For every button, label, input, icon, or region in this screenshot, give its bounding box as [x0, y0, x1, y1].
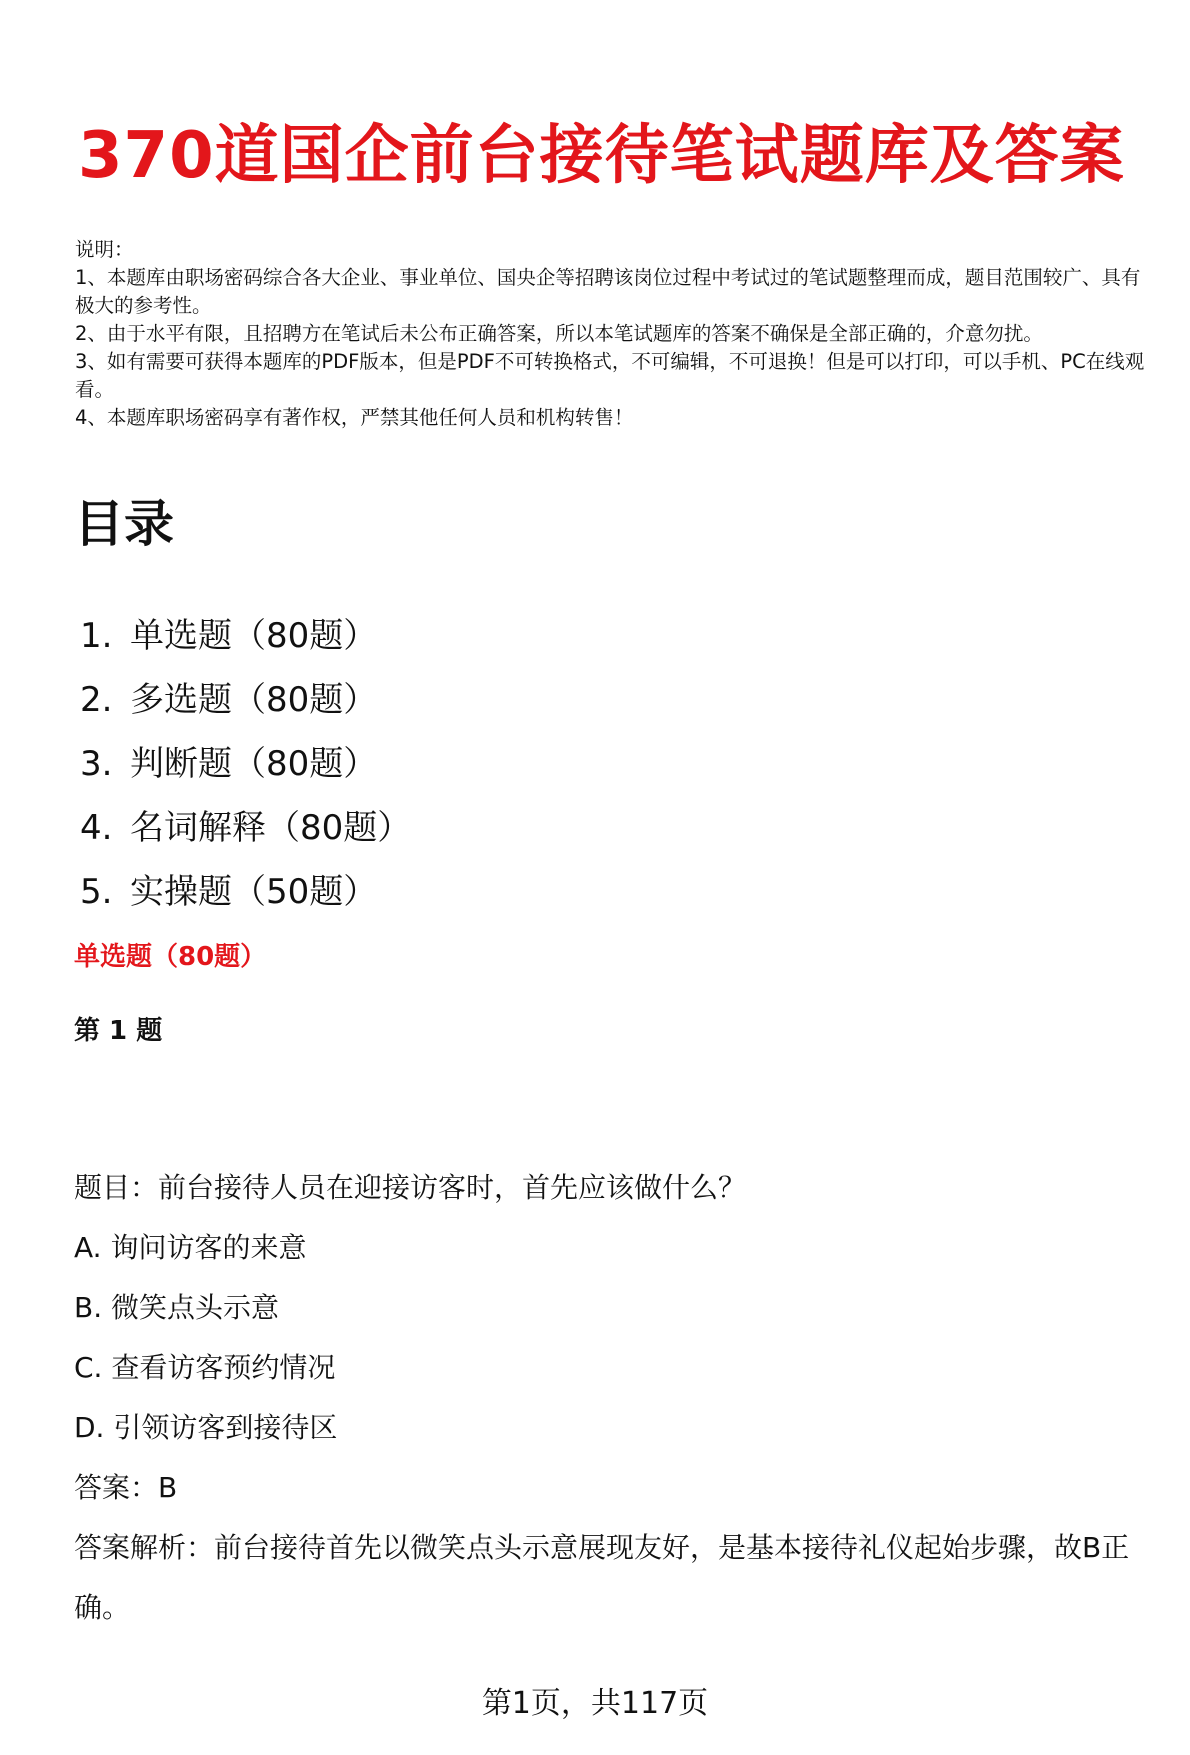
toc-item-number: 4.	[80, 808, 113, 848]
question-option: A. 询问访客的来意	[74, 1231, 307, 1264]
toc-item-number: 2.	[80, 680, 113, 720]
toc-item[interactable]	[80, 796, 411, 860]
note-item: 1、本题库由职场密码综合各大企业、事业单位、国央企等招聘该岗位过程中考试过的笔试题整理而成，题目范围较广、具有极大的参考性。	[75, 266, 1141, 317]
toc-item-number: 5.	[80, 872, 113, 912]
question-answer: 答案：B	[74, 1471, 178, 1504]
section-heading: 单选题（80题）	[74, 942, 267, 972]
question-block	[74, 1158, 1159, 1638]
toc-item[interactable]	[80, 604, 411, 668]
toc-item-label: 实操题（50题）	[130, 872, 378, 912]
toc-item-number: 3.	[80, 744, 113, 784]
document-title: 370道国企前台接待笔试题库及答案	[78, 119, 1125, 193]
toc-item-label: 单选题（80题）	[130, 616, 378, 656]
note-item: 3、如有需要可获得本题库的PDF版本，但是PDF不可转换格式，不可编辑，不可退换！但是可以打印，可以手机、PC在线观看。	[75, 350, 1145, 401]
question-number: 第 1 题	[74, 1016, 163, 1046]
toc-item-label: 判断题（80题）	[130, 744, 378, 784]
toc-item-number: 1.	[80, 616, 113, 656]
question-stem: 题目：前台接待人员在迎接访客时，首先应该做什么？	[74, 1171, 747, 1204]
toc-item-label: 多选题（80题）	[130, 680, 378, 720]
notes-heading: 说明：	[75, 238, 134, 261]
notes-section	[75, 236, 1155, 432]
question-option: C. 查看访客预约情况	[74, 1351, 336, 1384]
toc-item[interactable]	[80, 732, 411, 796]
toc-item[interactable]	[80, 860, 411, 924]
note-item: 4、本题库职场密码享有著作权，严禁其他任何人员和机构转售！	[75, 406, 634, 429]
question-option: D. 引领访客到接待区	[74, 1411, 338, 1444]
question-explanation: 答案解析：前台接待首先以微笑点头示意展现友好，是基本接待礼仪起始步骤，故B正确。	[74, 1531, 1130, 1624]
toc-list	[80, 604, 411, 924]
toc-item-label: 名词解释（80题）	[130, 808, 412, 848]
toc-item[interactable]	[80, 668, 411, 732]
question-option: B. 微笑点头示意	[74, 1291, 280, 1324]
page-footer: 第1页，共117页	[481, 1686, 709, 1721]
note-item: 2、由于水平有限，且招聘方在笔试后未公布正确答案，所以本笔试题库的答案不确保是全部正确的，介意勿扰。	[75, 322, 1043, 345]
toc-heading: 目录	[74, 495, 174, 553]
